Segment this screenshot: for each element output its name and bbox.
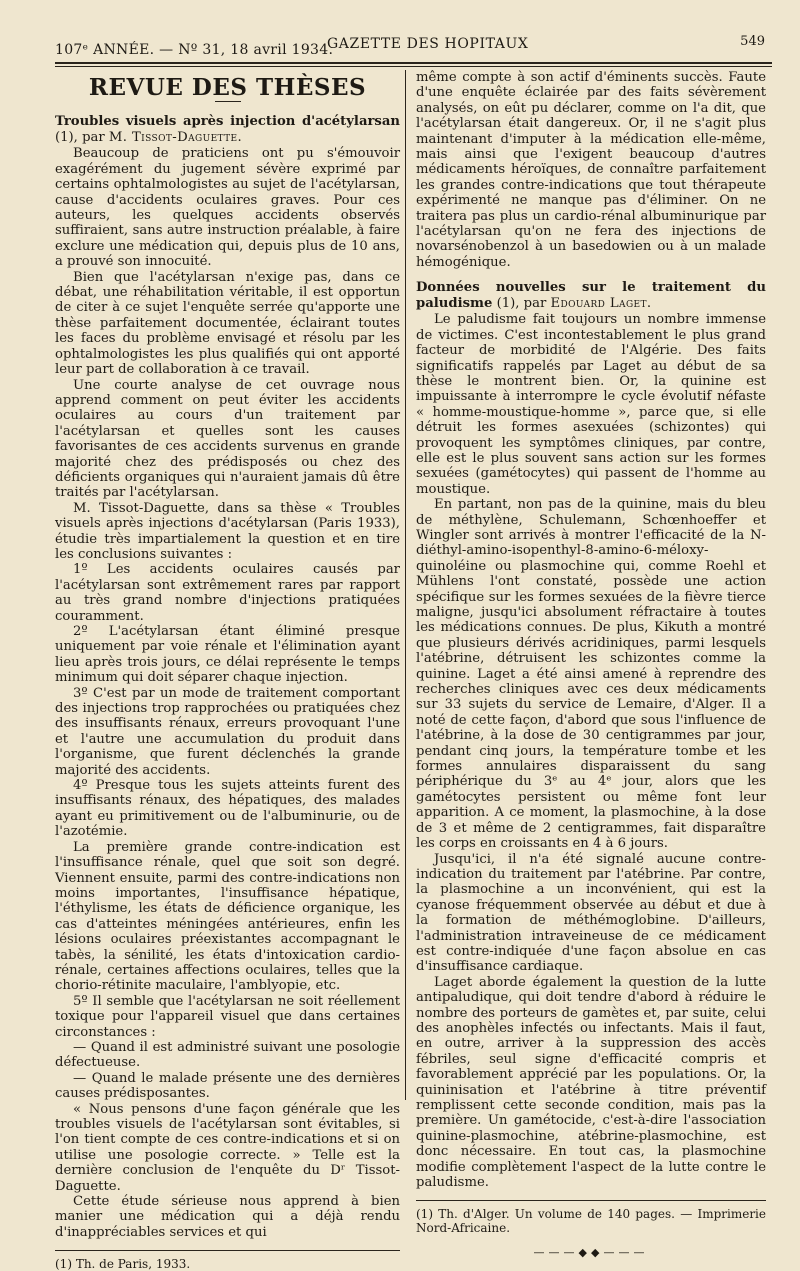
paragraph: Le paludisme fait toujours un nombre immense de victimes. C'est incontestablement le plus grand facteur de morbidité de l'Algérie. Des faits significatifs rappelés par Laget au début de sa thèse le montrent bien. Or, la quinine est impuissante à interrompre le cycle évolutif néfaste « homme-moustique-homme », parce que, si elle détruit les formes asexuées (schizontes) qui provoquent les symptômes cliniques, par contre, elle est le plus souvent sans action sur les formes sexuées (gamétocytes) qui passent de l'homme au moustique. <box>416 312 766 497</box>
paragraph: 2º L'acétylarsan étant éliminé presque uniquement par voie rénale et l'élimination ayant lieu après trois jours, ce délai représente le temps minimum qui doit séparer chaque injection. <box>55 624 400 686</box>
column-divider <box>405 70 406 1100</box>
paragraph: même compte à son actif d'éminents succès. Faute d'une enquête éclairée par des faits sévèrement analysés, on eût pu déclarer, comme on l'a dit, que l'acétylarsan était dangereux. Or, il ne s'agit plus maintenant d'imputer à la médication elle-même, mais ainsi que l'exigent beaucoup d'autres médicaments héroïques, de connaître parfaitement les grandes contre-indications que tout thérapeute expérimenté ne manque pas d'éliminer. On ne traitera pas plus un cardio-rénal albuminurique par l'acétylarsan qu'on ne fera des injections de novarsénobenzol à un basedowien ou à un malade hémogénique. <box>416 70 766 270</box>
section-title: REVUE DES THÈSES <box>88 74 367 101</box>
left-column <box>55 74 400 1271</box>
paragraph: Bien que l'acétylarsan n'exige pas, dans ce débat, une réhabilitation véritable, il est opportun de citer à ce sujet l'enquête serrée qu'apporte une thèse parfaitement documentée, éclairant toutes les faces du problème envisagé et résolu par les ophtalmologistes les plus qualifiés qui ont apporté leur part de collaboration à ce travail. <box>55 269 400 378</box>
right-column <box>416 70 766 1261</box>
page-number: 549 <box>740 34 765 49</box>
paragraph: Une courte analyse de cet ouvrage nous apprend comment on peut éviter les accidents oculaires au cours d'un traitement par l'acétylarsan et quelles sont les causes favorisantes de ces accidents survenus en grande majorité chez des prédisposés ou chez des déficients organiques qui n'auraient jamais dû être traités par l'acétylarsan. <box>55 377 400 501</box>
ornament-divider: ———◆◆——— <box>533 1246 649 1260</box>
footnote-rule <box>55 1250 400 1251</box>
paragraph: M. Tissot-Daguette, dans sa thèse « Troubles visuels après injections d'acétylarsan (Paris 1933), étudie très impartialement la question et en tire les conclusions suivantes : <box>55 500 400 562</box>
footnote: (1) Th. d'Alger. Un volume de 140 pages. — Imprimerie Nord-Africaine. <box>416 1207 766 1236</box>
paragraph: 4º Presque tous les sujets atteints furent des insuffisants rénaux, des hépatiques, des malades ayant eu primitivement ou de l'albuminurie, ou de l'azotémie. <box>55 778 400 840</box>
page-header <box>55 34 765 58</box>
article-title-text: Troubles visuels après injection d'acétylarsan <box>55 114 400 130</box>
paragraph: 5º Il semble que l'acétylarsan ne soit réellement toxique pour l'appareil visuel que dans certaines circonstances : <box>55 993 400 1040</box>
paragraph: 1º Les accidents oculaires causés par l'acétylarsan sont extrêmement rares par rapport au très grand nombre d'injections pratiquées couramment. <box>55 562 400 624</box>
paragraph: En partant, non pas de la quinine, mais du bleu de méthylène, Schulemann, Schœnhoeffer et Wingler sont arrivés à montrer l'efficacité de la N-diéthyl-amino-isopenthyl-8-amino-6-méloxy-quinoléine ou plasmochine qui, comme Roehl et Mühlens l'ont constaté, possède une action spécifique sur les formes sexuées de la fièvre tierce maligne, jusqu'ici absolument réfractaire à toutes les médications connues. De plus, Kikuth a montré que plusieurs dérivés acridiniques, parmi lesquels l'atébrine, détruisent les schizontes comme la quinine. Laget a été ainsi amené à reprendre des recherches cliniques avec ces deux médicaments sur 33 sujets du service de Lemaire, d'Alger. Il a noté de cette façon, d'abord que sous l'influence de l'atébrine, à la dose de 30 centigrammes par jour, pendant cinq jours, la température tombe et les formes annulaires disparaissent du sang périphérique du 3ᵉ au 4ᵉ jour, alors que les gamétocytes persistent ou même font leur apparition. A ce moment, la plasmochine, à la dose de 3 et même de 2 centigrammes, fait disparaître les corps en croissants en 4 à 6 jours. <box>416 497 766 852</box>
paragraph: Cette étude sérieuse nous apprend à bien manier une médication qui a déjà rendu d'inappréciables services et qui <box>55 1194 400 1240</box>
article-title-text: Données nouvelles sur le traitement du paludisme <box>416 280 766 312</box>
paragraph: Jusqu'ici, il n'a été signalé aucune contre-indication du traitement par l'atébrine. Par contre, la plasmochine a un inconvénient, qui est la cyanose fréquemment observée au début et due à la formation de méthémoglobine. D'ailleurs, l'administration intraveineuse de ce médicament est contre-indiquée d'une façon absolue en cas d'insuffisance cardiaque. <box>416 851 766 975</box>
issue-info: 107ᵉ ANNÉE. — Nº 31, 18 avril 1934. <box>55 42 334 58</box>
header-rule-thin <box>55 66 772 67</box>
footnote-rule <box>416 1200 766 1201</box>
article-author: M. Tissot-Daguette. <box>108 130 243 146</box>
journal-name: GAZETTE DES HOPITAUX <box>327 36 529 52</box>
paragraph: — Quand le malade présente une des dernières causes prédisposantes. <box>55 1070 400 1102</box>
article-title <box>55 114 400 146</box>
paragraph: Beaucoup de praticiens ont pu s'émouvoir exagérément du jugement sévère exprimé par certains ophtalmologistes au sujet de l'acétylarsan, cause d'accidents oculaires graves. Pour ces auteurs, les quelques accidents observés suffiraient, sans autre instruction préalable, à faire exclure une médication qui, depuis plus de 10 ans, a prouvé son innocuité. <box>55 146 400 270</box>
footnote: (1) Th. de Paris, 1933. <box>55 1257 191 1271</box>
article-ref: (1), par <box>55 130 105 146</box>
paragraph: — Quand il est administré suivant une posologie défectueuse. <box>55 1039 400 1071</box>
header-rule <box>55 62 772 64</box>
article-title <box>416 280 766 312</box>
paragraph: Laget aborde également la question de la lutte antipaludique, qui doit tendre d'abord à réduire le nombre des porteurs de gamètes et, par suite, celui des anophèles infectés ou infectants. Mais il faut, en outre, arriver à la suppression des accès fébriles, seul signe d'efficacité compris et favorablement apprécié par les populations. Or, la quininisation et l'atébrine à titre préventif remplissent cette seconde condition, mais pas la première. Un gamétocide, c'est-à-dire l'association quinine-plasmochine, atébrine-plasmochine, est donc nécessaire. En tout cas, la plasmochine modifie complètement l'aspect de la lutte contre le paludisme. <box>416 974 766 1191</box>
article-author: Edouard Laget. <box>550 296 652 312</box>
paragraph: 3º C'est par un mode de traitement comportant des injections trop rapprochées ou pratiquées chez des insuffisants rénaux, erreurs provoquant l'une et l'autre une accumulation du produit dans l'organisme, que furent déclenchés la grande majorité des accidents. <box>55 685 400 778</box>
title-rule <box>215 101 241 102</box>
paragraph: La première grande contre-indication est l'insuffisance rénale, quel que soit son degré. Viennent ensuite, parmi des contre-indications non moins importantes, l'insuffisance hépatique, l'éthylisme, les états de déficience organique, les cas d'atteintes méningées antérieures, enfin les lésions oculaires préexistantes accompagnant le tabès, la sénilité, les états d'intoxication cardio-rénale, certaines affections oculaires, telles que la chorio-rétinite maculaire, l'amblyopie, etc. <box>55 839 400 994</box>
paragraph: « Nous pensons d'une façon générale que les troubles visuels de l'acétylarsan sont évitables, si l'on tient compte de ces contre-indications et si on utilise une posologie correcte. » Telle est la dernière conclusion de l'enquête du Dʳ Tissot-Daguette. <box>55 1101 400 1194</box>
article-ref: (1), par <box>496 296 547 312</box>
